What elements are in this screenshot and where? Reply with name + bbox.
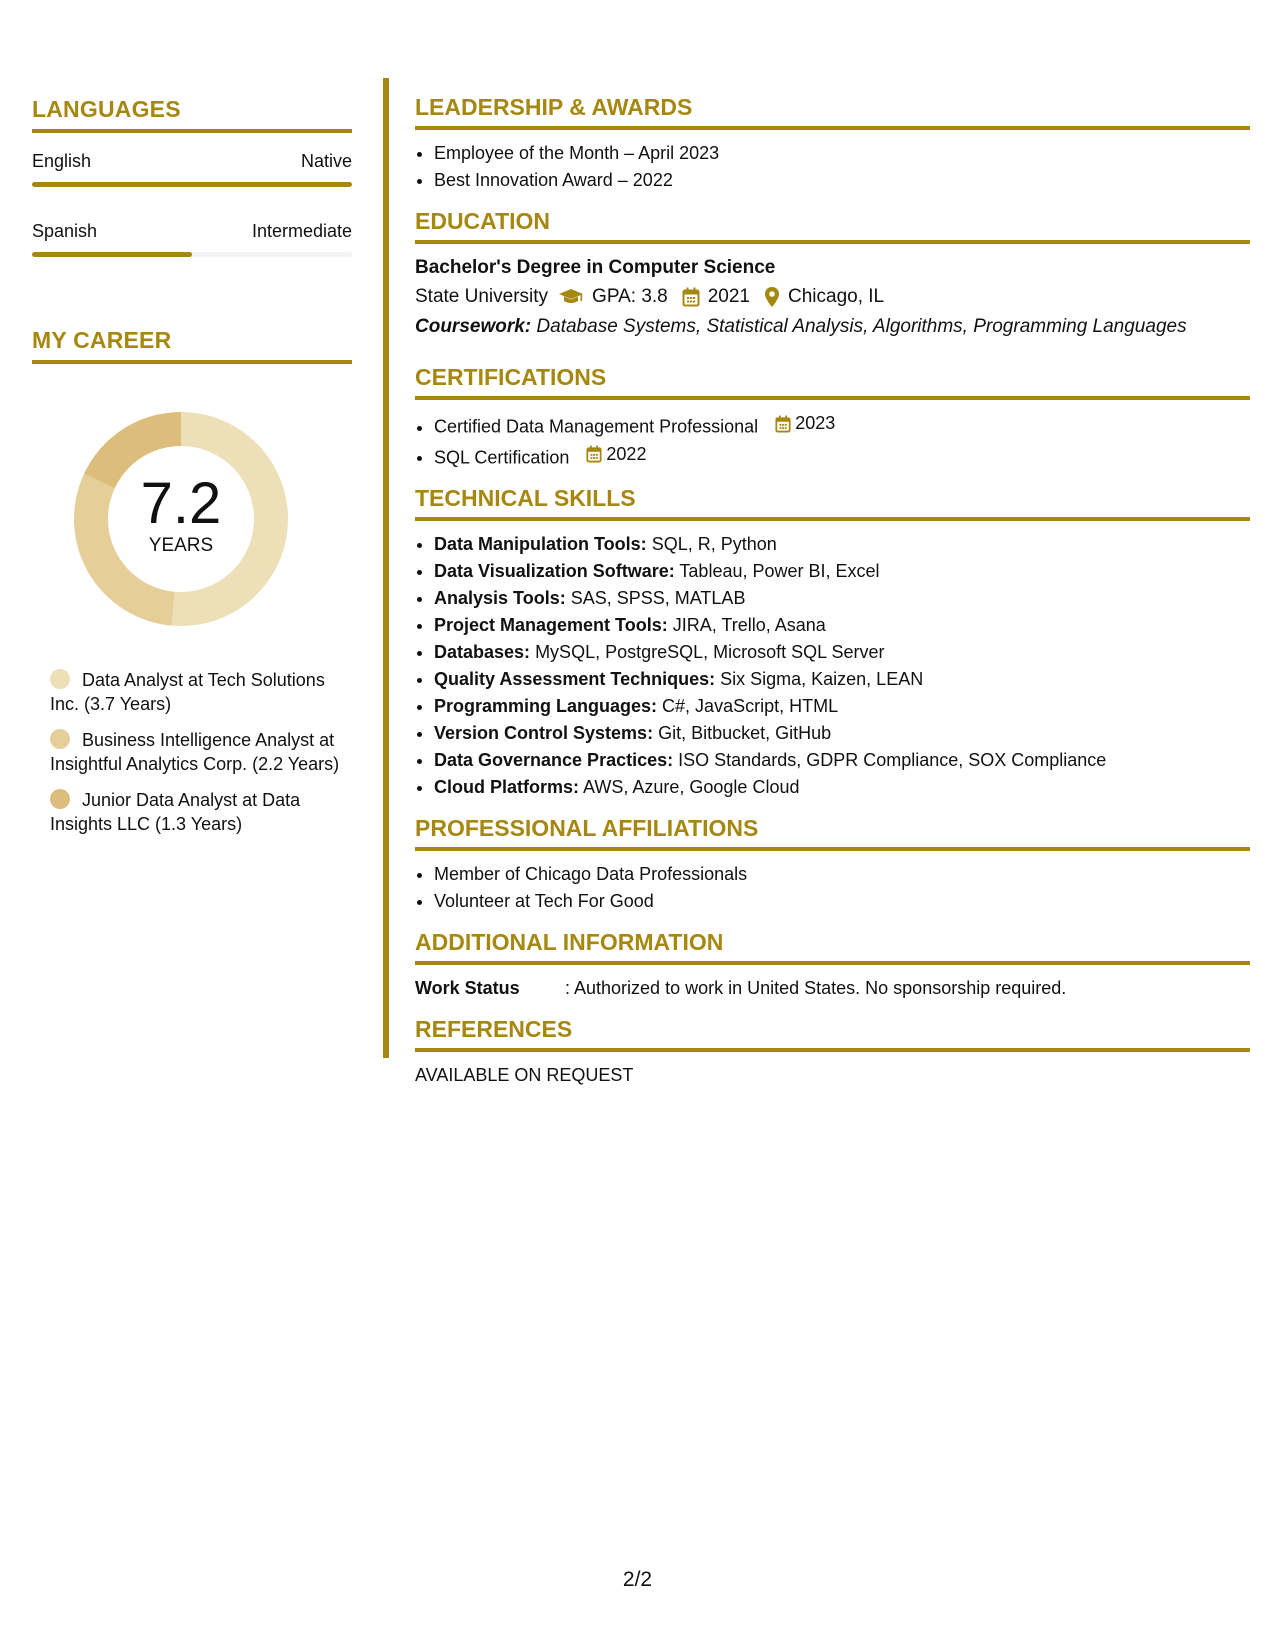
career-legend	[32, 668, 340, 836]
skill-value: C#, JavaScript, HTML	[662, 696, 839, 716]
skill-value: SAS, SPSS, MATLAB	[570, 588, 746, 608]
language-proficiency-bar	[32, 182, 352, 187]
calendar-icon	[775, 415, 791, 433]
affiliations-heading: PROFESSIONAL AFFILIATIONS	[415, 815, 1250, 851]
skill-label: Data Visualization Software:	[434, 561, 675, 581]
legend-label: Junior Data Analyst at Data Insights LLC (1.3 Years)	[50, 790, 301, 834]
skill-value: SQL, R, Python	[651, 534, 777, 554]
legend-label: Data Analyst at Tech Solutions Inc. (3.7 Years)	[50, 670, 325, 714]
affiliation-item: • Member of Chicago Data Professionals	[434, 861, 1250, 888]
career-legend-item	[50, 728, 340, 776]
language-proficiency-bar	[32, 252, 352, 257]
legend-label: Business Intelligence Analyst at Insightful Analytics Corp. (2.2 Years)	[50, 730, 340, 774]
career-heading: MY CAREER	[32, 327, 352, 364]
work-status-label: Work Status	[415, 978, 520, 998]
affiliation-item: • Volunteer at Tech For Good	[434, 888, 1250, 915]
language-item	[32, 151, 352, 187]
skill-item	[434, 558, 1250, 585]
career-total-value: 7.2	[140, 471, 222, 536]
certification-item	[434, 410, 1250, 441]
references-section	[415, 1016, 1250, 1089]
skill-label: Cloud Platforms:	[434, 777, 580, 797]
right-column	[415, 94, 1250, 1103]
education-location: Chicago, IL	[788, 286, 885, 307]
language-level: Intermediate	[251, 221, 352, 241]
skill-label: Analysis Tools:	[434, 588, 566, 608]
language-name: Spanish	[32, 221, 98, 241]
award-item: • Employee of the Month – April 2023	[434, 140, 1250, 167]
skill-value: JIRA, Trello, Asana	[672, 615, 826, 635]
skill-item	[434, 747, 1250, 774]
affiliations-section	[415, 815, 1250, 915]
skill-value: Six Sigma, Kaizen, LEAN	[720, 669, 924, 689]
skill-item	[434, 612, 1250, 639]
education-heading: EDUCATION	[415, 208, 1250, 244]
certification-name: SQL Certification	[434, 447, 570, 467]
skill-value: MySQL, PostgreSQL, Microsoft SQL Server	[535, 642, 885, 662]
left-column	[32, 96, 352, 848]
references-text: AVAILABLE ON REQUEST	[415, 1065, 634, 1085]
skills-section	[415, 485, 1250, 801]
calendar-icon	[682, 287, 700, 307]
leadership-heading: LEADERSHIP & AWARDS	[415, 94, 1250, 130]
skill-item	[434, 720, 1250, 747]
certification-year: 2023	[795, 413, 836, 433]
language-level: Native	[300, 151, 352, 171]
certification-item	[434, 441, 1250, 472]
award-item: • Best Innovation Award – 2022	[434, 167, 1250, 194]
coursework	[415, 312, 1250, 342]
graduation-year: 2021	[707, 286, 751, 307]
language-proficiency-fill	[32, 182, 352, 187]
calendar-icon	[586, 445, 602, 463]
skills-heading: TECHNICAL SKILLS	[415, 485, 1250, 521]
additional-info-heading: ADDITIONAL INFORMATION	[415, 929, 1250, 965]
skill-label: Quality Assessment Techniques:	[434, 669, 716, 689]
leadership-section	[415, 94, 1250, 194]
page-number: 2/2	[622, 1568, 653, 1591]
skill-item	[434, 774, 1250, 801]
legend-dot	[50, 789, 70, 809]
skill-label: Version Control Systems:	[434, 723, 654, 743]
certifications-section	[415, 364, 1250, 471]
map-pin-icon	[764, 286, 780, 308]
certifications-heading: CERTIFICATIONS	[415, 364, 1250, 400]
language-proficiency-fill	[32, 252, 192, 257]
references-heading: REFERENCES	[415, 1016, 1250, 1052]
skill-item	[434, 693, 1250, 720]
languages-heading: LANGUAGES	[32, 96, 352, 133]
language-name: English	[32, 151, 92, 171]
skill-value: Tableau, Power BI, Excel	[679, 561, 880, 581]
education-section	[415, 208, 1250, 342]
skill-item	[434, 585, 1250, 612]
skill-item	[434, 531, 1250, 558]
skill-label: Data Governance Practices:	[434, 750, 674, 770]
skill-item	[434, 666, 1250, 693]
skill-label: Databases:	[434, 642, 531, 662]
skill-value: ISO Standards, GDPR Compliance, SOX Compliance	[678, 750, 1107, 770]
additional-info-section	[415, 929, 1250, 1002]
graduation-cap-icon	[558, 288, 584, 306]
career-legend-item	[50, 668, 340, 716]
career-donut-chart	[66, 404, 296, 634]
certification-year: 2022	[606, 443, 647, 464]
column-divider	[383, 78, 389, 1058]
skill-item	[434, 639, 1250, 666]
coursework-text: Database Systems, Statistical Analysis, Algorithms, Programming Languages	[536, 316, 1187, 337]
skill-value: AWS, Azure, Google Cloud	[583, 777, 800, 797]
certification-name: Certified Data Management Professional	[434, 416, 759, 437]
skill-value: Git, Bitbucket, GitHub	[658, 723, 832, 743]
school-name: State University	[415, 286, 549, 307]
skill-label: Data Manipulation Tools:	[434, 534, 647, 554]
legend-dot	[50, 669, 70, 689]
skill-label: Project Management Tools:	[434, 615, 668, 635]
career-total-unit: YEARS	[148, 535, 214, 556]
gpa: GPA: 3.8	[592, 286, 668, 307]
skill-label: Programming Languages:	[434, 696, 658, 716]
legend-dot	[50, 729, 70, 749]
language-item	[32, 221, 352, 257]
coursework-label: Coursework:	[415, 316, 532, 337]
degree-title: Bachelor's Degree in Computer Science	[415, 257, 776, 278]
career-legend-item	[50, 788, 340, 836]
work-status-value: : Authorized to work in United States. No sponsorship required.	[565, 978, 1067, 998]
